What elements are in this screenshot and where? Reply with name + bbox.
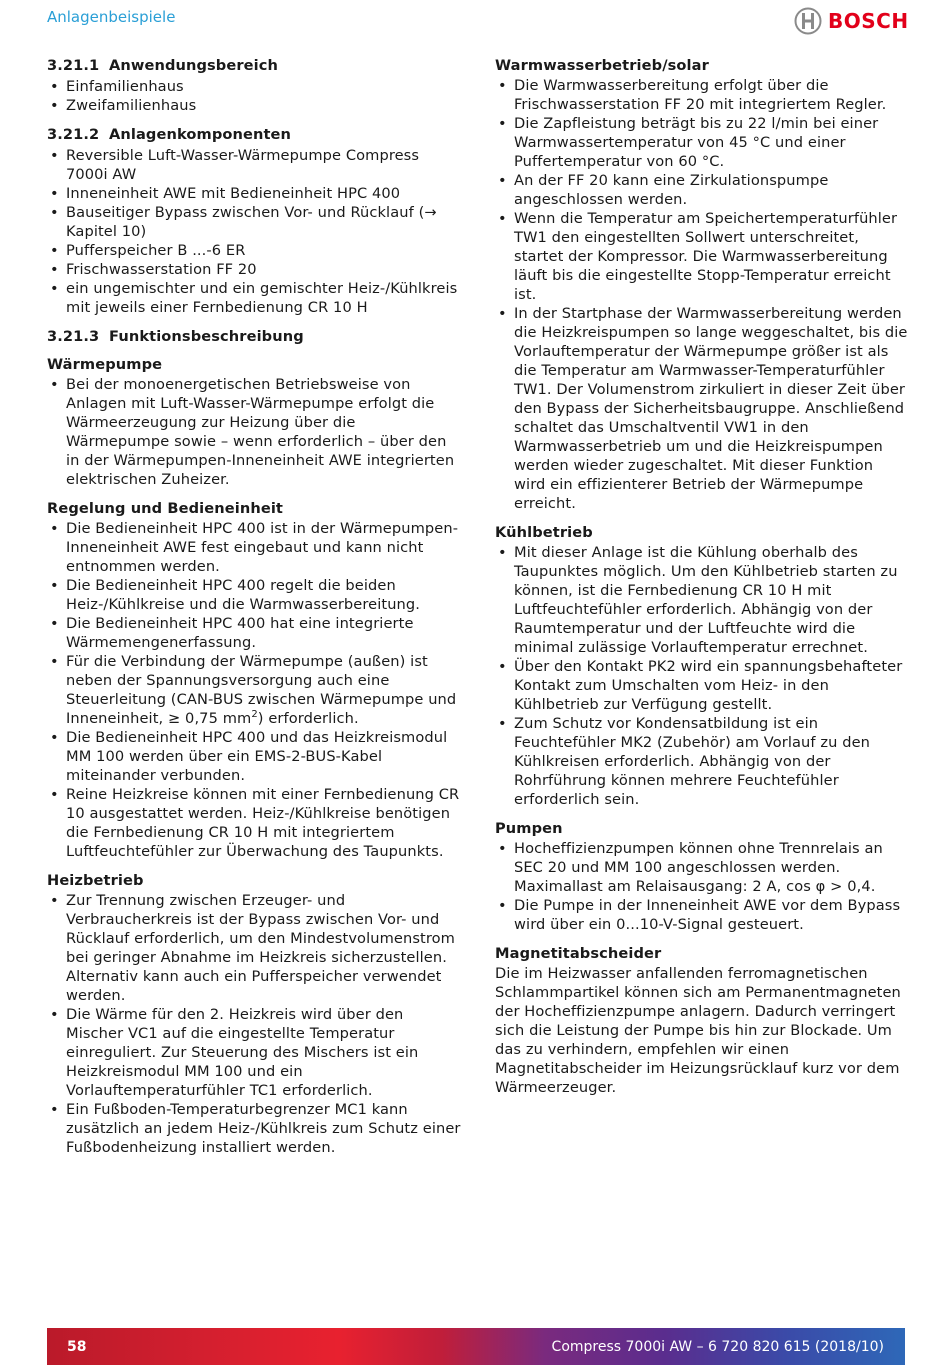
list-waermepumpe [47, 375, 461, 489]
list-item: • Die Bedieneinheit HPC 400 regelt die beiden Heiz-/Kühlkreise und die Warmwasserbereitung. [47, 576, 461, 614]
list-item: • Die Wärme für den 2. Heizkreis wird über den Mischer VC1 auf die eingestellte Temperatur einreguliert. Zur Steuerung des Mischers ist ein Heizkreismodul MM 100 und ein Vorlauftemperaturfühler TC1 erforderlich. [47, 1005, 461, 1100]
list-kuehlbetrieb [495, 543, 909, 809]
section-heading-anlagenkomponenten: 3.21.2 Anlagenkomponenten [47, 126, 292, 143]
list-regelung [47, 519, 461, 861]
list-item: • Pufferspeicher B ...-6 ER [47, 241, 461, 260]
list-item: • Zur Trennung zwischen Erzeuger- und Verbraucherkreis ist der Bypass zwischen Vor- und Rücklauf erforderlich, um den Mindestvolumenstrom bei geringer Abnahme im Heizkreis sicherzustellen. Alternativ kann auch ein Pufferspeicher verwendet werden. [47, 891, 461, 1005]
document-reference: Compress 7000i AW – 6 720 820 615 (2018/10) [551, 1338, 884, 1355]
right-column [495, 56, 909, 1107]
list-pumpen [495, 839, 909, 934]
left-column [47, 56, 461, 1167]
list-item: • Bei der monoenergetischen Betriebsweise von Anlagen mit Luft-Wasser-Wärmepumpe erfolgt die Wärmeerzeugung zur Heizung über die Wärmepumpe sowie – wenn erforderlich – über den in der Wärmepumpen-Inneneinheit AWE integrierten elektrischen Zuheizer. [47, 375, 461, 489]
list-item: • Mit dieser Anlage ist die Kühlung oberhalb des Taupunktes möglich. Um den Kühlbetrieb starten zu können, ist die Fernbedienung CR 10 H mit Luftfeuchtefühler erforderlich. Abhängig von der Raumtemperatur und der Luftfeuchte wird die minimal zulässige Vorlauftemperatur errechnet. [495, 543, 909, 657]
bosch-armature-icon [794, 7, 822, 35]
list-item: • Reversible Luft-Wasser-Wärmepumpe Compress 7000i AW [47, 146, 461, 184]
brand-name: BOSCH [828, 9, 909, 33]
subheading-heizbetrieb: Heizbetrieb [47, 872, 144, 889]
list-item: • Wenn die Temperatur am Speichertemperaturfühler TW1 den eingestellten Sollwert unterschreitet, startet der Kompressor. Die Warmwasserbereitung läuft bis die eingestellte Stopp-Temperatur erreicht ist. [495, 209, 909, 304]
list-item: • Frischwasserstation FF 20 [47, 260, 461, 279]
subheading-kuehlbetrieb: Kühlbetrieb [495, 524, 593, 541]
list-item: • Ein Fußboden-Temperaturbegrenzer MC1 kann zusätzlich an jedem Heiz-/Kühlkreis zum Schutz einer Fußbodenheizung installiert werden. [47, 1100, 461, 1157]
list-item: • Hocheffizienzpumpen können ohne Trennrelais an SEC 20 und MM 100 angeschlossen werden. Maximallast am Relaisausgang: 2 A, cos φ > 0,4. [495, 839, 909, 896]
list-item: • Reine Heizkreise können mit einer Fernbedienung CR 10 ausgestattet werden. Heiz-/Kühlkreise benötigen die Fernbedienung CR 10 H mit integriertem Luftfeuchtefühler zur Überwachung des Taupunkts. [47, 785, 461, 861]
list-item: • Bauseitiger Bypass zwischen Vor- und Rücklauf (→ Kapitel 10) [47, 203, 461, 241]
list-item: • Für die Verbindung der Wärmepumpe (außen) ist neben der Spannungsversorgung auch eine Steuerleitung (CAN-BUS zwischen Wärmepumpe und Inneneinheit, ≥ 0,75 $mm^2$) erforderlich. [47, 652, 461, 728]
list-item: • Über den Kontakt PK2 wird ein spannungsbehafteter Kontakt zum Umschalten vom Heiz- in den Kühlbetrieb zur Verfügung gestellt. [495, 657, 909, 714]
section-heading-funktionsbeschreibung: 3.21.3 Funktionsbeschreibung [47, 328, 304, 345]
list-item: • Die Bedieneinheit HPC 400 hat eine integrierte Wärmemengenerfassung. [47, 614, 461, 652]
list-heizbetrieb [47, 891, 461, 1157]
list-item: • Zum Schutz vor Kondensatbildung ist ein Feuchtefühler MK2 (Zubehör) am Vorlauf zu den Kühlkreisen erforderlich. Abhängig von der Rohrführung können mehrere Feuchtefühler erforderlich sein. [495, 714, 909, 809]
subheading-pumpen: Pumpen [495, 820, 563, 837]
paragraph-magnetitabscheider: Die im Heizwasser anfallenden ferromagnetischen Schlammpartikel können sich am Permanentmagneten der Hocheffizienzpumpe anlagern. Dadurch verringert sich die Leistung der Pumpe bis hin zur Blockade. Um das zu verhindern, empfehlen wir einen Magnetitabscheider im Heizungsrücklauf kurz vor dem Wärmeerzeuger. [495, 965, 901, 1096]
section-heading-anwendungsbereich: 3.21.1 Anwendungsbereich [47, 57, 278, 74]
footer-bar [47, 1328, 905, 1365]
list-anwendungsbereich [47, 77, 461, 115]
list-item: • Die Bedieneinheit HPC 400 und das Heizkreismodul MM 100 werden über ein EMS-2-BUS-Kabel miteinander verbunden. [47, 728, 461, 785]
list-item: • Die Warmwasserbereitung erfolgt über die Frischwasserstation FF 20 mit integriertem Regler. [495, 76, 909, 114]
subheading-magnetitabscheider: Magnetitabscheider [495, 945, 662, 962]
subheading-regelung: Regelung und Bedieneinheit [47, 500, 284, 517]
list-item: • In der Startphase der Warmwasserbereitung werden die Heizkreispumpen so lange weggeschaltet, bis die Vorlauftemperatur der Wärmepumpe größer ist als die Temperatur am Warmwasser-Temperaturfühler TW1. Der Volumenstrom zirkuliert in dieser Zeit über den Bypass der Sicherheitsbaugruppe. Anschließend schaltet das Umschaltventil VW1 in den Warmwasserbetrieb um und die Heizkreispumpen werden wieder zugeschaltet. Mit dieser Funktion wird ein effizienterer Betrieb der Wärmepumpe erreicht. [495, 304, 909, 513]
list-anlagenkomponenten [47, 146, 461, 317]
list-item: • Inneneinheit AWE mit Bedieneinheit HPC 400 [47, 184, 461, 203]
page-number: 58 [67, 1338, 87, 1355]
list-item: • Die Zapfleistung beträgt bis zu 22 l/min bei einer Warmwassertemperatur von 45 °C und einer Puffertemperatur von 60 °C. [495, 114, 909, 171]
list-warmwasser [495, 76, 909, 513]
list-item: • Einfamilienhaus [47, 77, 461, 96]
list-item: • Zweifamilienhaus [47, 96, 461, 115]
section-label: Anlagenbeispiele [47, 8, 176, 26]
list-item: • Die Pumpe in der Inneneinheit AWE vor dem Bypass wird über ein 0...10-V-Signal gesteuert. [495, 896, 909, 934]
subheading-waermepumpe: Wärmepumpe [47, 356, 163, 373]
list-item: • ein ungemischter und ein gemischter Heiz-/Kühlkreis mit jeweils einer Fernbedienung CR 10 H [47, 279, 461, 317]
brand-logo [794, 6, 909, 36]
subheading-warmwasser: Warmwasserbetrieb/solar [495, 57, 709, 74]
list-item: • An der FF 20 kann eine Zirkulationspumpe angeschlossen werden. [495, 171, 909, 209]
list-item: • Die Bedieneinheit HPC 400 ist in der Wärmepumpen-Inneneinheit AWE fest eingebaut und kann nicht entnommen werden. [47, 519, 461, 576]
